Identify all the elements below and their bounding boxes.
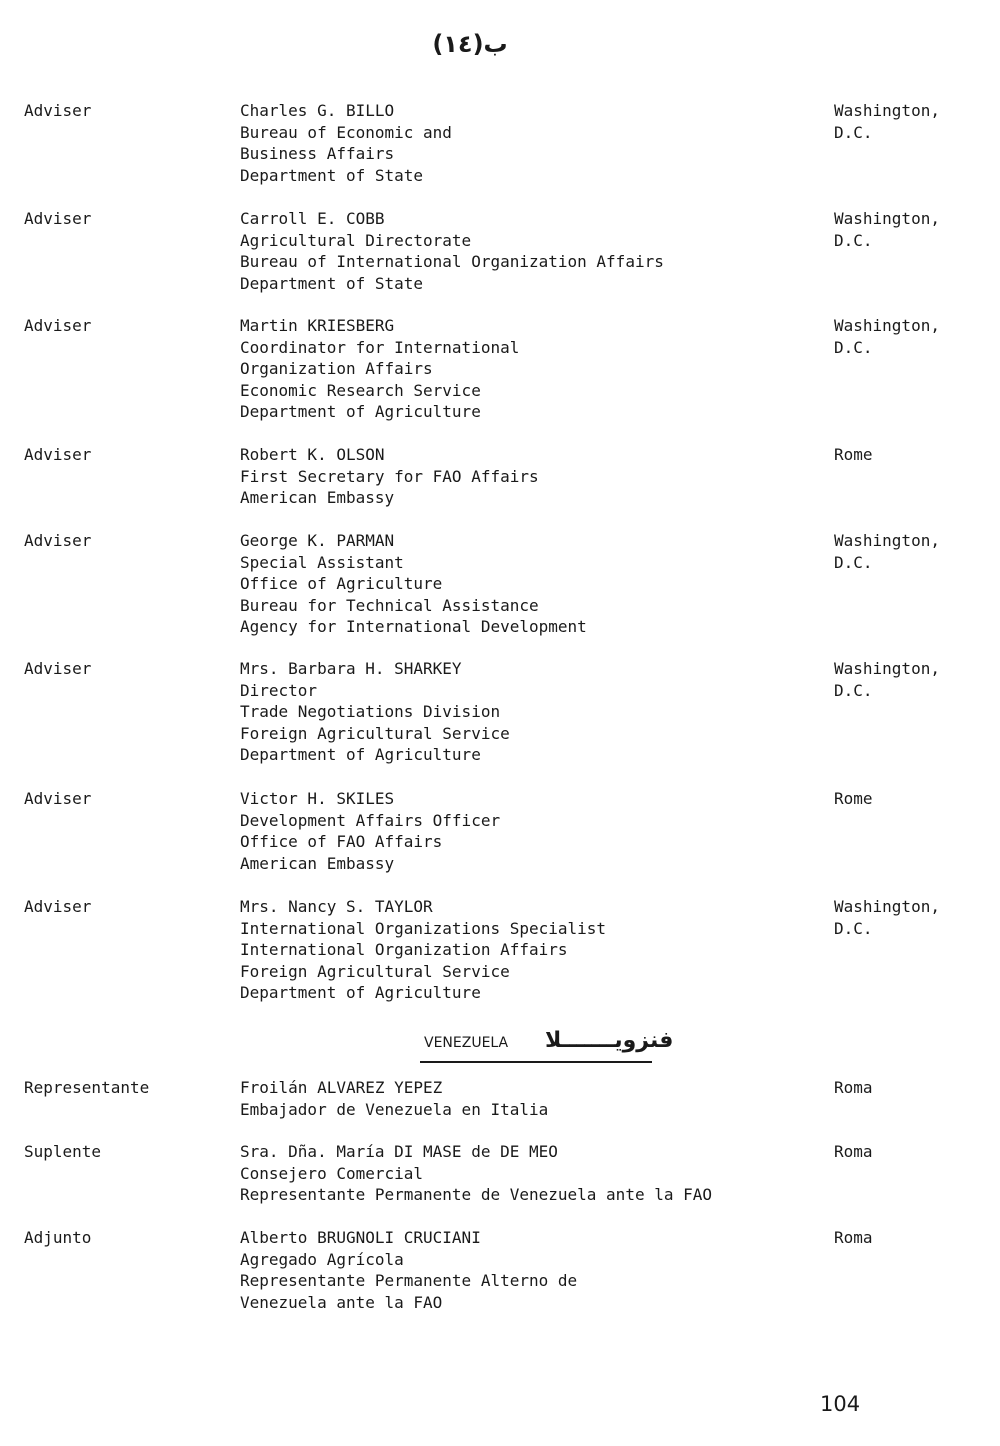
delegate-name: Sra. Dña. María DI MASE de DE MEO xyxy=(240,1142,558,1161)
delegate-location xyxy=(834,658,940,701)
delegate-details xyxy=(240,1141,712,1206)
delegate-role: Adjunto xyxy=(24,1228,92,1247)
delegate-affiliation-line: Coordinator for International xyxy=(240,337,520,357)
delegate-details xyxy=(240,444,539,509)
delegate-location-line: D.C. xyxy=(834,230,873,250)
delegate-affiliation-line: Agricultural Directorate xyxy=(240,230,472,250)
delegate-role: Adviser xyxy=(24,316,92,335)
delegate-affiliation-line: Department of State xyxy=(240,165,424,185)
delegate-role: Adviser xyxy=(24,531,92,550)
delegate-location xyxy=(834,530,940,573)
delegate-affiliation-line: Economic Research Service xyxy=(240,380,481,400)
delegate-location-line: Rome xyxy=(834,789,873,808)
delegate-name: Robert K. OLSON xyxy=(240,445,385,464)
delegate-location xyxy=(834,100,940,143)
delegate-details xyxy=(240,788,500,874)
delegate-affiliation-line: Representante Permanente Alterno de xyxy=(240,1271,578,1291)
delegate-affiliation-line: Department of Agriculture xyxy=(240,402,481,422)
delegate-affiliation-line: International Organization Affairs xyxy=(240,940,568,960)
delegate-location xyxy=(834,1227,873,1249)
delegate-affiliation-line: Business Affairs xyxy=(240,144,395,164)
delegate-location xyxy=(834,444,873,466)
delegate-details xyxy=(240,208,664,294)
delegate-role: Adviser xyxy=(24,101,92,120)
delegate-affiliation-line: International Organizations Specialist xyxy=(240,918,607,938)
delegate-affiliation-line: Department of Agriculture xyxy=(240,983,481,1003)
delegate-affiliation-line: American Embassy xyxy=(240,853,395,873)
delegate-location-line: Washington, xyxy=(834,316,940,335)
delegate-location-line: Roma xyxy=(834,1078,873,1097)
delegate-affiliation-line: Bureau of Economic and xyxy=(240,122,452,142)
delegate-location-line: Washington, xyxy=(834,209,940,228)
delegate-affiliation-line: Bureau of International Organization Affairs xyxy=(240,252,664,272)
delegate-affiliation-line: American Embassy xyxy=(240,488,395,508)
delegate-details xyxy=(240,1227,577,1313)
delegate-location xyxy=(834,208,940,251)
delegate-location-line: D.C. xyxy=(834,552,873,572)
delegate-name: Martin KRIESBERG xyxy=(240,316,395,335)
delegate-name: Mrs. Barbara H. SHARKEY xyxy=(240,659,462,678)
delegate-details xyxy=(240,896,606,1004)
delegate-name: George K. PARMAN xyxy=(240,531,395,550)
page-number-text: 104 xyxy=(820,1392,861,1416)
delegate-location xyxy=(834,1077,873,1099)
delegate-affiliation-line: Venezuela ante la FAO xyxy=(240,1292,443,1312)
delegate-location-line: D.C. xyxy=(834,918,873,938)
delegate-location-line: Roma xyxy=(834,1142,873,1161)
delegate-location-line: Washington, xyxy=(834,101,940,120)
delegate-name: Victor H. SKILES xyxy=(240,789,395,808)
delegate-affiliation-line: Agency for International Development xyxy=(240,617,587,637)
arabic-page-reference xyxy=(380,30,560,64)
delegate-role: Suplente xyxy=(24,1142,102,1161)
delegate-affiliation-line: Consejero Comercial xyxy=(240,1163,424,1183)
delegate-location-line: Washington, xyxy=(834,897,940,916)
delegate-details xyxy=(240,100,452,186)
delegate-affiliation-line: Foreign Agricultural Service xyxy=(240,961,510,981)
delegate-location xyxy=(834,896,940,939)
section-heading-latin: VENEZUELA xyxy=(424,1035,509,1051)
delegate-location-line: D.C. xyxy=(834,122,873,142)
delegate-location-line: Washington, xyxy=(834,659,940,678)
delegate-location-line: D.C. xyxy=(834,680,873,700)
delegate-role: Adviser xyxy=(24,445,92,464)
delegate-location-line: D.C. xyxy=(834,337,873,357)
delegate-affiliation-line: Director xyxy=(240,680,318,700)
delegate-location xyxy=(834,315,940,358)
delegate-role: Adviser xyxy=(24,897,92,916)
delegate-location-line: Washington, xyxy=(834,531,940,550)
delegate-role: Adviser xyxy=(24,659,92,678)
delegate-name: Froilán ALVAREZ YEPEZ xyxy=(240,1078,443,1097)
delegate-details xyxy=(240,658,510,766)
delegate-affiliation-line: First Secretary for FAO Affairs xyxy=(240,466,539,486)
delegate-affiliation-line: Special Assistant xyxy=(240,552,404,572)
delegate-affiliation-line: Office of FAO Affairs xyxy=(240,832,443,852)
delegate-location-line: Roma xyxy=(834,1228,873,1247)
delegate-affiliation-line: Development Affairs Officer xyxy=(240,810,501,830)
delegate-name: Alberto BRUGNOLI CRUCIANI xyxy=(240,1228,481,1247)
delegate-affiliation-line: Office of Agriculture xyxy=(240,574,443,594)
section-heading-arabic: فنزويـــــــلا xyxy=(545,1028,674,1053)
delegate-role: Adviser xyxy=(24,789,92,808)
delegate-location xyxy=(834,1141,873,1163)
delegate-affiliation-line: Agregado Agrícola xyxy=(240,1249,404,1269)
delegate-affiliation-line: Trade Negotiations Division xyxy=(240,702,501,722)
delegate-details xyxy=(240,1077,548,1120)
section-heading-underline xyxy=(420,1061,652,1063)
delegate-affiliation-line: Foreign Agricultural Service xyxy=(240,723,510,743)
delegate-location-line: Rome xyxy=(834,445,873,464)
delegate-location xyxy=(834,788,873,810)
delegate-affiliation-line: Department of Agriculture xyxy=(240,745,481,765)
delegate-name: Mrs. Nancy S. TAYLOR xyxy=(240,897,433,916)
delegate-affiliation-line: Department of State xyxy=(240,273,424,293)
delegate-role: Adviser xyxy=(24,209,92,228)
venezuela-section-heading xyxy=(420,1026,674,1064)
delegate-details xyxy=(240,530,587,638)
delegate-name: Charles G. BILLO xyxy=(240,101,395,120)
page-number xyxy=(820,1392,860,1416)
delegate-name: Carroll E. COBB xyxy=(240,209,385,228)
delegate-affiliation-line: Representante Permanente de Venezuela ante la FAO xyxy=(240,1185,713,1205)
delegate-affiliation-line: Organization Affairs xyxy=(240,359,433,379)
delegate-role: Representante xyxy=(24,1078,150,1097)
arabic-page-reference-text: ب(١٤) xyxy=(432,30,508,58)
delegate-affiliation-line: Embajador de Venezuela en Italia xyxy=(240,1099,549,1119)
delegate-details xyxy=(240,315,519,423)
delegate-affiliation-line: Bureau for Technical Assistance xyxy=(240,595,539,615)
